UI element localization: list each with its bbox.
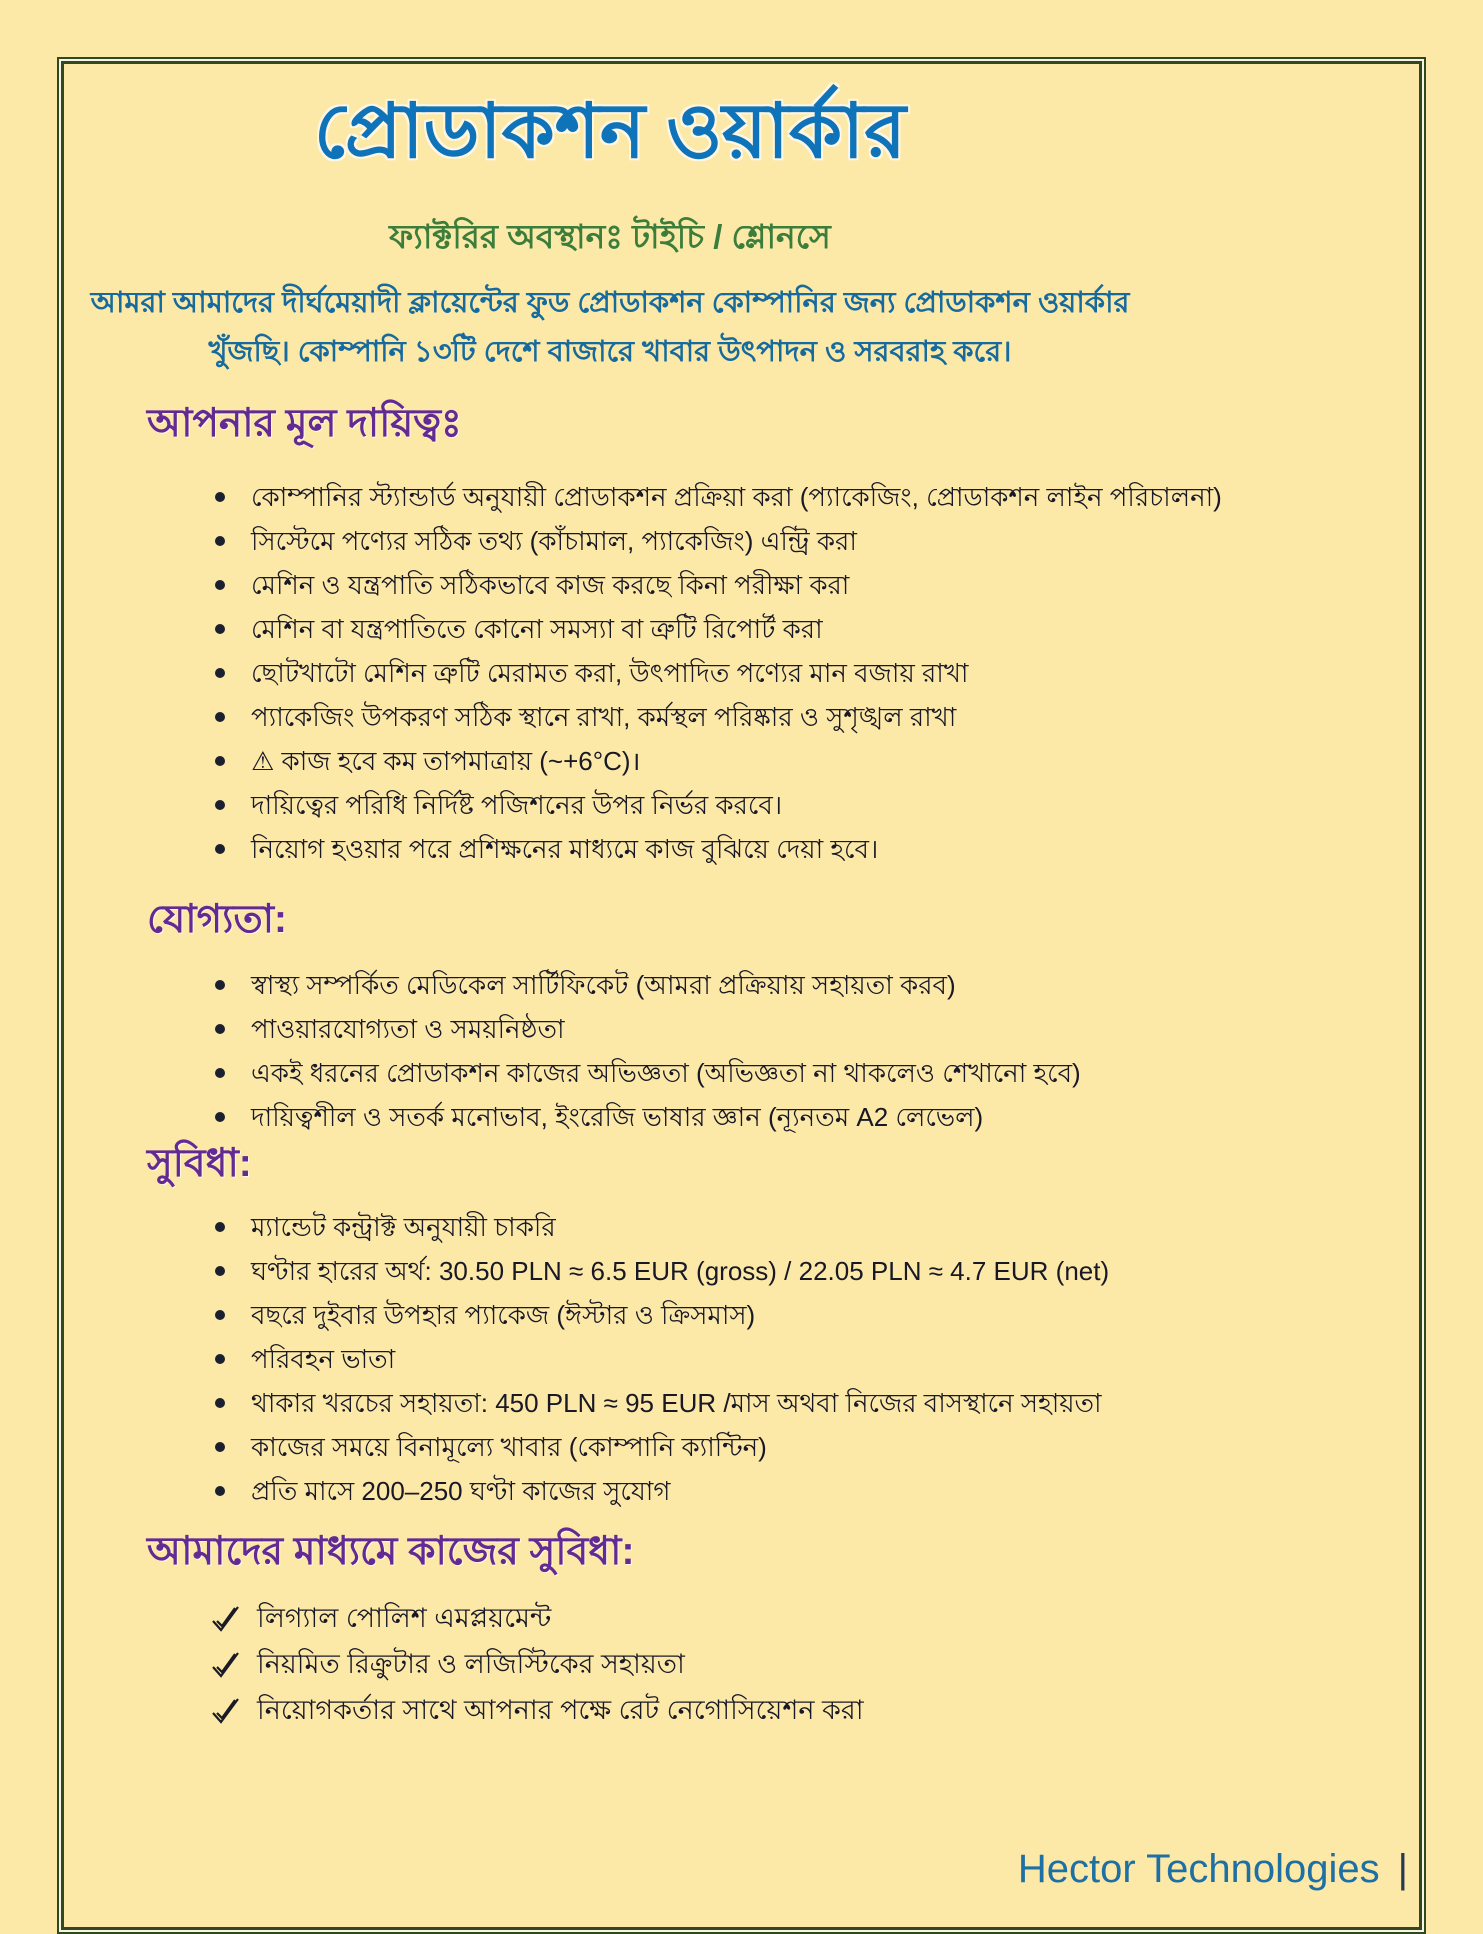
list-item-text: দায়িত্বশীল ও সতর্ক মনোভাব, ইংরেজি ভাষার জ্ঞান (ন্যূনতম A2 লেভেল) xyxy=(251,1102,984,1132)
section-heading-qualifications: যোগ্যতা: xyxy=(147,898,288,941)
list-item xyxy=(64,963,1419,1007)
list-item xyxy=(64,563,1419,607)
list-item-text: নিয়োগ হওয়ার পরে প্রশিক্ষনের মাধ্যমে কাজ বুঝিয়ে দেয়া হবে। xyxy=(251,834,879,864)
header-block xyxy=(64,84,1156,377)
factory-location-subtitle: ফ্যাক্টরির অবস্থানঃ টাইচি / শ্লোনসে xyxy=(389,218,831,255)
list-item-text: পাওয়ারযোগ্যতা ও সময়নিষ্ঠতা xyxy=(251,1014,565,1044)
list-item xyxy=(64,1293,1419,1337)
list-item xyxy=(64,1051,1419,1095)
list-item-text: পরিবহন ভাতা xyxy=(251,1344,396,1374)
list-item-text: ⚠ কাজ হবে কম তাপমাত্রায় (~+6°C)। xyxy=(251,746,641,776)
list-item xyxy=(64,607,1419,651)
list-item-text: একই ধরনের প্রোডাকশন কাজের অভিজ্ঞতা (অভিজ্ঞতা না থাকলেও শেখানো হবে) xyxy=(251,1058,1081,1088)
list-item-text: স্বাস্থ্য সম্পর্কিত মেডিকেল সার্টিফিকেট (আমরা প্রক্রিয়ায় সহায়তা করব) xyxy=(251,970,956,1000)
check-icon xyxy=(209,1694,243,1728)
check-list-item xyxy=(209,1595,1419,1641)
footer-brand xyxy=(1018,1846,1408,1892)
list-item xyxy=(64,1205,1419,1249)
bullet-icon xyxy=(215,1354,225,1364)
list-item xyxy=(64,475,1419,519)
list-item xyxy=(64,1095,1419,1139)
list-item xyxy=(64,651,1419,695)
list-item xyxy=(64,783,1419,827)
bullet-icon xyxy=(215,1310,225,1320)
list-item xyxy=(64,695,1419,739)
check-item-text: নিয়মিত রিক্রুটার ও লজিস্টিকের সহায়তা xyxy=(257,1649,685,1679)
bullet-icon xyxy=(215,1442,225,1452)
bullet-icon xyxy=(215,1024,225,1034)
bullet-icon xyxy=(215,756,225,766)
list-item-text: থাকার খরচের সহায়তা: 450 PLN ≈ 95 EUR /মাস অথবা নিজের বাসস্থানে সহায়তা xyxy=(251,1388,1102,1418)
bullet-icon xyxy=(215,1222,225,1232)
bullet-icon xyxy=(215,492,225,502)
list-item xyxy=(64,1337,1419,1381)
bullet-icon xyxy=(215,980,225,990)
qualifications-list xyxy=(64,963,1419,1139)
list-item xyxy=(64,827,1419,871)
intro-line-2: খুঁজছি। কোম্পানি ১৩টি দেশে বাজারে খাবার উৎপাদন ও সরবরাহ করে। xyxy=(208,336,1012,368)
bullet-icon xyxy=(215,536,225,546)
page-title: প্রোডাকশন ওয়ার্কার xyxy=(314,89,906,174)
company-name: Hector Technologies xyxy=(1017,1847,1380,1891)
bullet-icon xyxy=(215,1112,225,1122)
section-heading-benefits: সুবিধা: xyxy=(147,1142,252,1185)
flyer-content xyxy=(64,64,1419,1920)
list-item-text: মেশিন বা যন্ত্রপাতিতে কোনো সমস্যা বা ত্রুটি রিপোর্ট করা xyxy=(251,614,823,644)
list-item xyxy=(64,1425,1419,1469)
list-item-housing-support xyxy=(64,1381,1419,1425)
list-item-text: কাজের সময়ে বিনামূল্যে খাবার (কোম্পানি ক্যান্টিন) xyxy=(251,1432,767,1462)
section-heading-responsibilities: আপনার মূল দায়িত্বঃ xyxy=(147,402,462,445)
list-item-monthly-hours xyxy=(64,1469,1419,1513)
list-item xyxy=(64,519,1419,563)
list-item-text: কোম্পানির স্ট্যান্ডার্ড অনুযায়ী প্রোডাকশন প্রক্রিয়া করা (প্যাকেজিং, প্রোডাকশন লাইন পরিচালনা) xyxy=(251,482,1222,512)
list-item-text: মেশিন ও যন্ত্রপাতি সঠিকভাবে কাজ করছে কিনা পরীক্ষা করা xyxy=(251,570,850,600)
list-item-text: সিস্টেমে পণ্যের সঠিক তথ্য (কাঁচামাল, প্যাকেজিং) এন্ট্রি করা xyxy=(251,526,857,556)
list-item-text: ঘণ্টার হারের অর্থ: 30.50 PLN ≈ 6.5 EUR (gross) / 22.05 PLN ≈ 4.7 EUR (net) xyxy=(251,1256,1110,1286)
bullet-icon xyxy=(215,1068,225,1078)
list-item-text: প্রতি মাসে 200–250 ঘণ্টা কাজের সুযোগ xyxy=(251,1476,671,1506)
intro-line-1: আমরা আমাদের দীর্ঘমেয়াদী ক্লায়েন্টের ফুড প্রোডাকশন কোম্পানির জন্য প্রোডাকশন ওয়ার্কার xyxy=(90,287,1130,319)
check-list-item xyxy=(209,1641,1419,1687)
bullet-icon xyxy=(215,1486,225,1496)
check-list-item xyxy=(209,1687,1419,1733)
intro-paragraph xyxy=(64,279,1156,377)
benefits-list xyxy=(64,1205,1419,1513)
list-item-text: ম্যান্ডেট কন্ট্রাক্ট অনুযায়ী চাকরি xyxy=(251,1212,556,1242)
bullet-icon xyxy=(215,1398,225,1408)
agency-benefits-list xyxy=(64,1595,1419,1733)
list-item-text: প্যাকেজিং উপকরণ সঠিক স্থানে রাখা, কর্মস্থল পরিষ্কার ও সুশৃঙ্খল রাখা xyxy=(251,702,957,732)
check-item-text: লিগ্যাল পোলিশ এমপ্লয়মেন্ট xyxy=(257,1603,552,1633)
list-item-cold-warning xyxy=(64,739,1419,783)
responsibilities-list xyxy=(64,475,1419,871)
list-item-text: দায়িত্বের পরিধি নির্দিষ্ট পজিশনের উপর নির্ভর করবে। xyxy=(251,790,783,820)
list-item xyxy=(64,1007,1419,1051)
bullet-icon xyxy=(215,1266,225,1276)
bullet-icon xyxy=(215,712,225,722)
check-icon xyxy=(209,1648,243,1682)
footer-separator: | xyxy=(1397,1847,1408,1891)
bullet-icon xyxy=(215,580,225,590)
list-item-text: বছরে দুইবার উপহার প্যাকেজ (ঈস্টার ও ক্রিসমাস) xyxy=(251,1300,756,1330)
check-icon xyxy=(209,1602,243,1636)
section-heading-agency-benefits: আমাদের মাধ্যমে কাজের সুবিধা: xyxy=(147,1530,635,1573)
bullet-icon xyxy=(215,800,225,810)
list-item-text: ছোটখাটো মেশিন ত্রুটি মেরামত করা, উৎপাদিত পণ্যের মান বজায় রাখা xyxy=(251,658,969,688)
list-item-hourly-rate xyxy=(64,1249,1419,1293)
bullet-icon xyxy=(215,844,225,854)
bullet-icon xyxy=(215,624,225,634)
check-item-text: নিয়োগকর্তার সাথে আপনার পক্ষে রেট নেগোসিয়েশন করা xyxy=(257,1695,864,1725)
bullet-icon xyxy=(215,668,225,678)
